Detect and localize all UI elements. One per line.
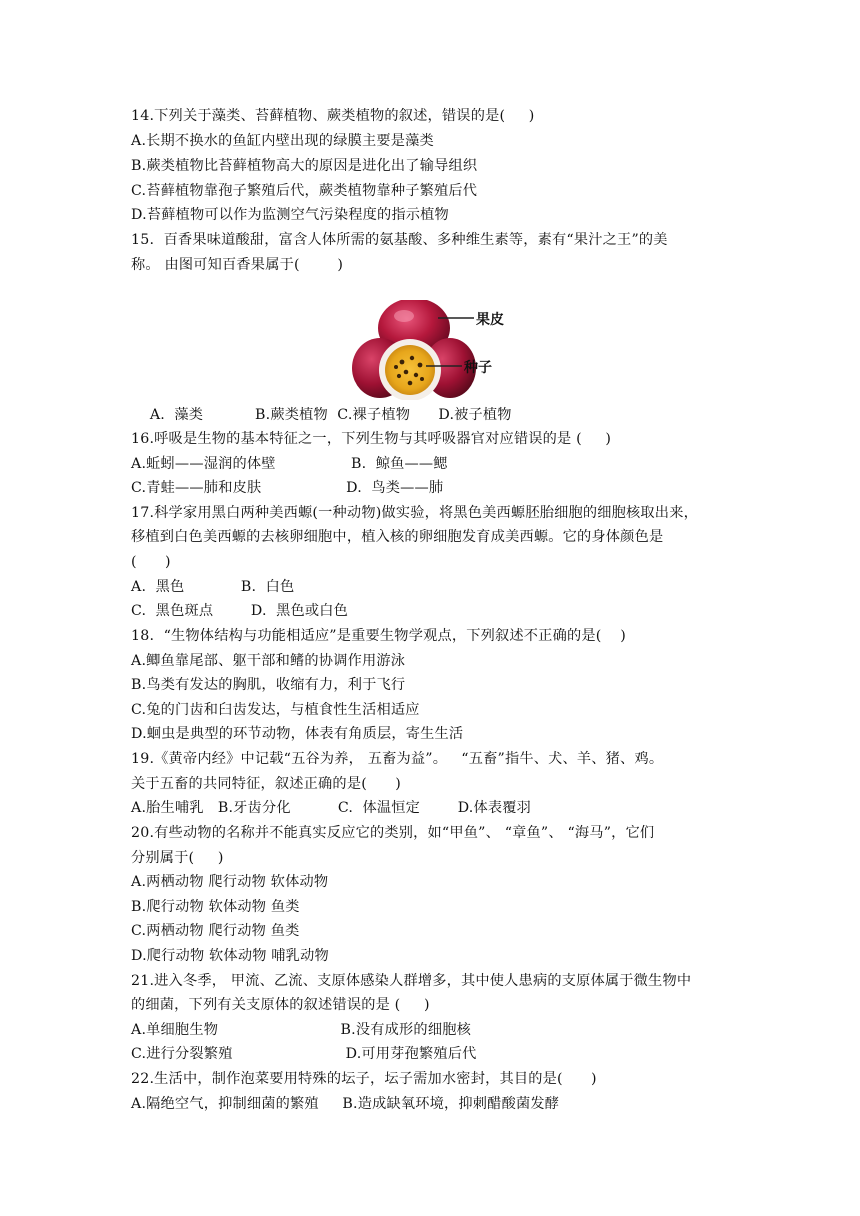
question-17-options-row1: A. 黑色 B. 白色 [131,579,295,595]
question-17-stem-line3: ( ) [131,554,171,570]
question-15-stem-line2: 称。 由图可知百香果属于( ) [131,257,344,273]
question-17-options-row2: C. 黑色斑点 D. 黑色或白色 [131,603,349,619]
question-20-stem-line2: 分别属于( ) [131,850,224,866]
question-15-options: A. 藻类 B.蕨类植物 C.裸子植物 D.被子植物 [131,407,512,423]
question-19-stem-line2: 关于五畜的共同特征，叙述正确的是( ) [131,776,401,792]
question-20-option-d: D.爬行动物 软体动物 哺乳动物 [131,948,329,964]
passion-fruit-figure [352,300,512,400]
question-14-option-a: A.长期不换水的鱼缸内壁出现的绿膜主要是藻类 [131,133,434,149]
question-14-option-c: C.苔藓植物靠孢子繁殖后代，蕨类植物靠种子繁殖后代 [131,183,478,199]
question-14-option-b: B.蕨类植物比苔藓植物高大的原因是进化出了输导组织 [131,158,478,174]
question-16-options-row1: A.蚯蚓——湿润的体壁 B. 鲸鱼——鳃 [131,456,448,472]
question-14-stem: 14.下列关于藻类、苔藓植物、蕨类植物的叙述，错误的是( ) [131,108,535,124]
question-16-stem: 16.呼吸是生物的基本特征之一，下列生物与其呼吸器官对应错误的是 ( ) [131,431,612,447]
question-21-options-row1: A.单细胞生物 B.没有成形的细胞核 [131,1022,471,1038]
question-22-options-row1: A.隔绝空气，抑制细菌的繁殖 B.造成缺氧环境，抑刺醋酸菌发酵 [131,1096,560,1112]
question-19-stem-line1: 19.《黄帝内经》中记载“五谷为养， 五畜为益”。 “五畜”指牛、犬、羊、猪、鸡。 [131,751,664,767]
question-14-option-d: D.苔藓植物可以作为监测空气污染程度的指示植物 [131,207,449,223]
question-20-stem-line1: 20.有些动物的名称并不能真实反应它的类别，如“甲鱼”、 “章鱼”、 “海马”，它们 [131,825,655,841]
question-18-option-a: A.鲫鱼靠尾部、躯干部和鳍的协调作用游泳 [131,653,406,669]
question-18-option-b: B.鸟类有发达的胸肌，收缩有力，利于飞行 [131,677,406,693]
question-15-stem-line1: 15. 百香果味道酸甜，富含人体所需的氨基酸、多种维生素等，素有“果汁之王”的美 [131,232,668,248]
label-peel: 果皮 [476,312,504,328]
question-20-option-b: B.爬行动物 软体动物 鱼类 [131,899,300,915]
question-17-stem-line1: 17.科学家用黑白两种美西螈(一种动物)做实验，将黑色美西螈胚胎细胞的细胞核取出来， [131,505,698,521]
question-19-options: A.胎生哺乳 B.牙齿分化 C. 体温恒定 D.体表覆羽 [131,800,532,816]
question-21-stem-line2: 的细菌，下列有关支原体的叙述错误的是 ( ) [131,997,430,1013]
question-16-options-row2: C.青蛙——肺和皮肤 D. 鸟类——肺 [131,480,444,496]
question-17-stem-line2: 移植到白色美西螈的去核卵细胞中，植入核的卵细胞发育成美西螈。它的身体颜色是 [131,529,664,545]
question-20-option-c: C.两栖动物 爬行动物 鱼类 [131,923,300,939]
question-18-option-c: C.兔的门齿和臼齿发达，与植食性生活相适应 [131,702,420,718]
question-21-stem-line1: 21.进入冬季， 甲流、乙流、支原体感染人群增多，其中使人患病的支原体属于微生物中 [131,973,692,989]
question-21-options-row2: C.进行分裂繁殖 D.可用芽孢繁殖后代 [131,1046,477,1062]
question-18-option-d: D.蛔虫是典型的环节动物，体表有角质层，寄生生活 [131,726,464,742]
question-22-stem: 22.生活中，制作泡菜要用特殊的坛子，坛子需加水密封，其目的是( ) [131,1071,597,1087]
question-18-stem: 18. “生物体结构与功能相适应”是重要生物学观点，下列叙述不正确的是( ) [131,628,627,644]
question-20-option-a: A.两栖动物 爬行动物 软体动物 [131,874,329,890]
label-seed: 种子 [464,360,492,376]
